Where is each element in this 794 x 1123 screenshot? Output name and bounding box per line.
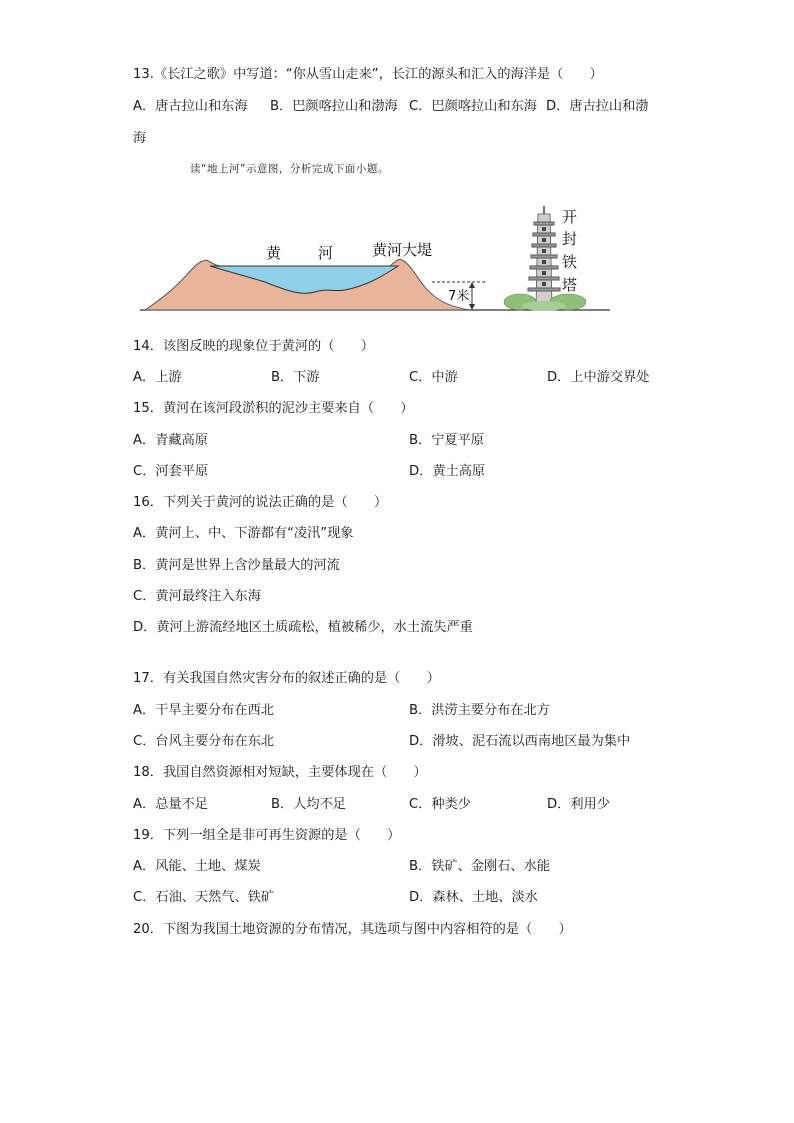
- tower-label-2: 封: [562, 230, 578, 248]
- q17-stem: 17．有关我国自然灾害分布的叙述正确的是（ ）: [133, 671, 440, 686]
- q16-stem: 16．下列关于黄河的说法正确的是（ ）: [133, 495, 388, 510]
- q19-option-b: B．铁矿、金刚石、水能: [409, 859, 550, 874]
- q14-option-b: B．下游: [271, 370, 320, 385]
- q17-option-a: A．干旱主要分布在西北: [133, 703, 274, 718]
- q19-stem: 19．下列一组全是非可再生资源的是（ ）: [133, 828, 401, 843]
- q19-option-c: C．石油、天然气、铁矿: [133, 890, 275, 905]
- q13-stem: 13.《长江之歌》中写道：“你从雪山走来”，长江的源头和汇入的海洋是（ ）: [133, 67, 603, 82]
- tower-label-1: 开: [562, 208, 578, 226]
- q13-option-c: C．巴颜喀拉山和东海: [409, 99, 537, 114]
- q16-option-a: A．黄河上、中、下游都有“凌汛”现象: [133, 526, 354, 541]
- q13-option-a: A．唐古拉山和东海: [133, 99, 248, 114]
- q16-option-d: D．黄河上游流经地区土质疏松，植被稀少，水土流失严重: [133, 620, 473, 635]
- q16-option-c: C．黄河最终注入东海: [133, 589, 261, 604]
- q18-option-d: D．利用少: [547, 797, 610, 812]
- q15-stem: 15．黄河在该河段淤积的泥沙主要来自（ ）: [133, 401, 414, 416]
- dike-label: 黄河大堤: [372, 241, 433, 259]
- q19-option-d: D．森林、土地、淡水: [409, 890, 538, 905]
- tower-label-3: 铁: [562, 253, 578, 271]
- figure-caption: 读“地上河”示意图，分析完成下面小题。: [190, 163, 389, 175]
- q13-option-d-wrap: 海: [133, 131, 147, 146]
- q14-option-d: D．上中游交界处: [547, 370, 650, 385]
- q18-option-a: A．总量不足: [133, 797, 208, 812]
- q20-stem: 20．下图为我国土地资源的分布情况，其选项与图中内容相符的是（ ）: [133, 922, 572, 937]
- q15-option-c: C．河套平原: [133, 464, 209, 479]
- river-label-1: 黄: [266, 244, 282, 262]
- q14-option-a: A．上游: [133, 370, 182, 385]
- q15-option-d: D．黄土高原: [409, 464, 486, 479]
- q16-option-b: B．黄河是世界上含沙量最大的河流: [133, 558, 340, 573]
- height-label: 7米: [448, 289, 470, 304]
- q14-stem: 14．该图反映的现象位于黄河的（ ）: [133, 339, 374, 354]
- q14-option-c: C．中游: [409, 370, 458, 385]
- elevated-river-diagram: [140, 200, 610, 315]
- tower-label-4: 塔: [562, 276, 578, 294]
- q17-option-d: D．滑坡、泥石流以西南地区最为集中: [409, 734, 631, 749]
- q19-option-a: A．风能、土地、煤炭: [133, 859, 261, 874]
- q18-stem: 18．我国自然资源相对短缺，主要体现在（ ）: [133, 765, 427, 780]
- q17-option-b: B．洪涝主要分布在北方: [409, 703, 550, 718]
- q15-option-b: B．宁夏平原: [409, 433, 484, 448]
- q13-option-b: B．巴颜喀拉山和渤海: [270, 99, 398, 114]
- river-label-2: 河: [318, 244, 334, 262]
- q15-option-a: A．青藏高原: [133, 433, 208, 448]
- q17-option-c: C．台风主要分布在东北: [133, 734, 275, 749]
- q18-option-c: C．种类少: [409, 797, 471, 812]
- q13-option-d: D．唐古拉山和渤: [546, 99, 649, 114]
- q18-option-b: B．人均不足: [271, 797, 346, 812]
